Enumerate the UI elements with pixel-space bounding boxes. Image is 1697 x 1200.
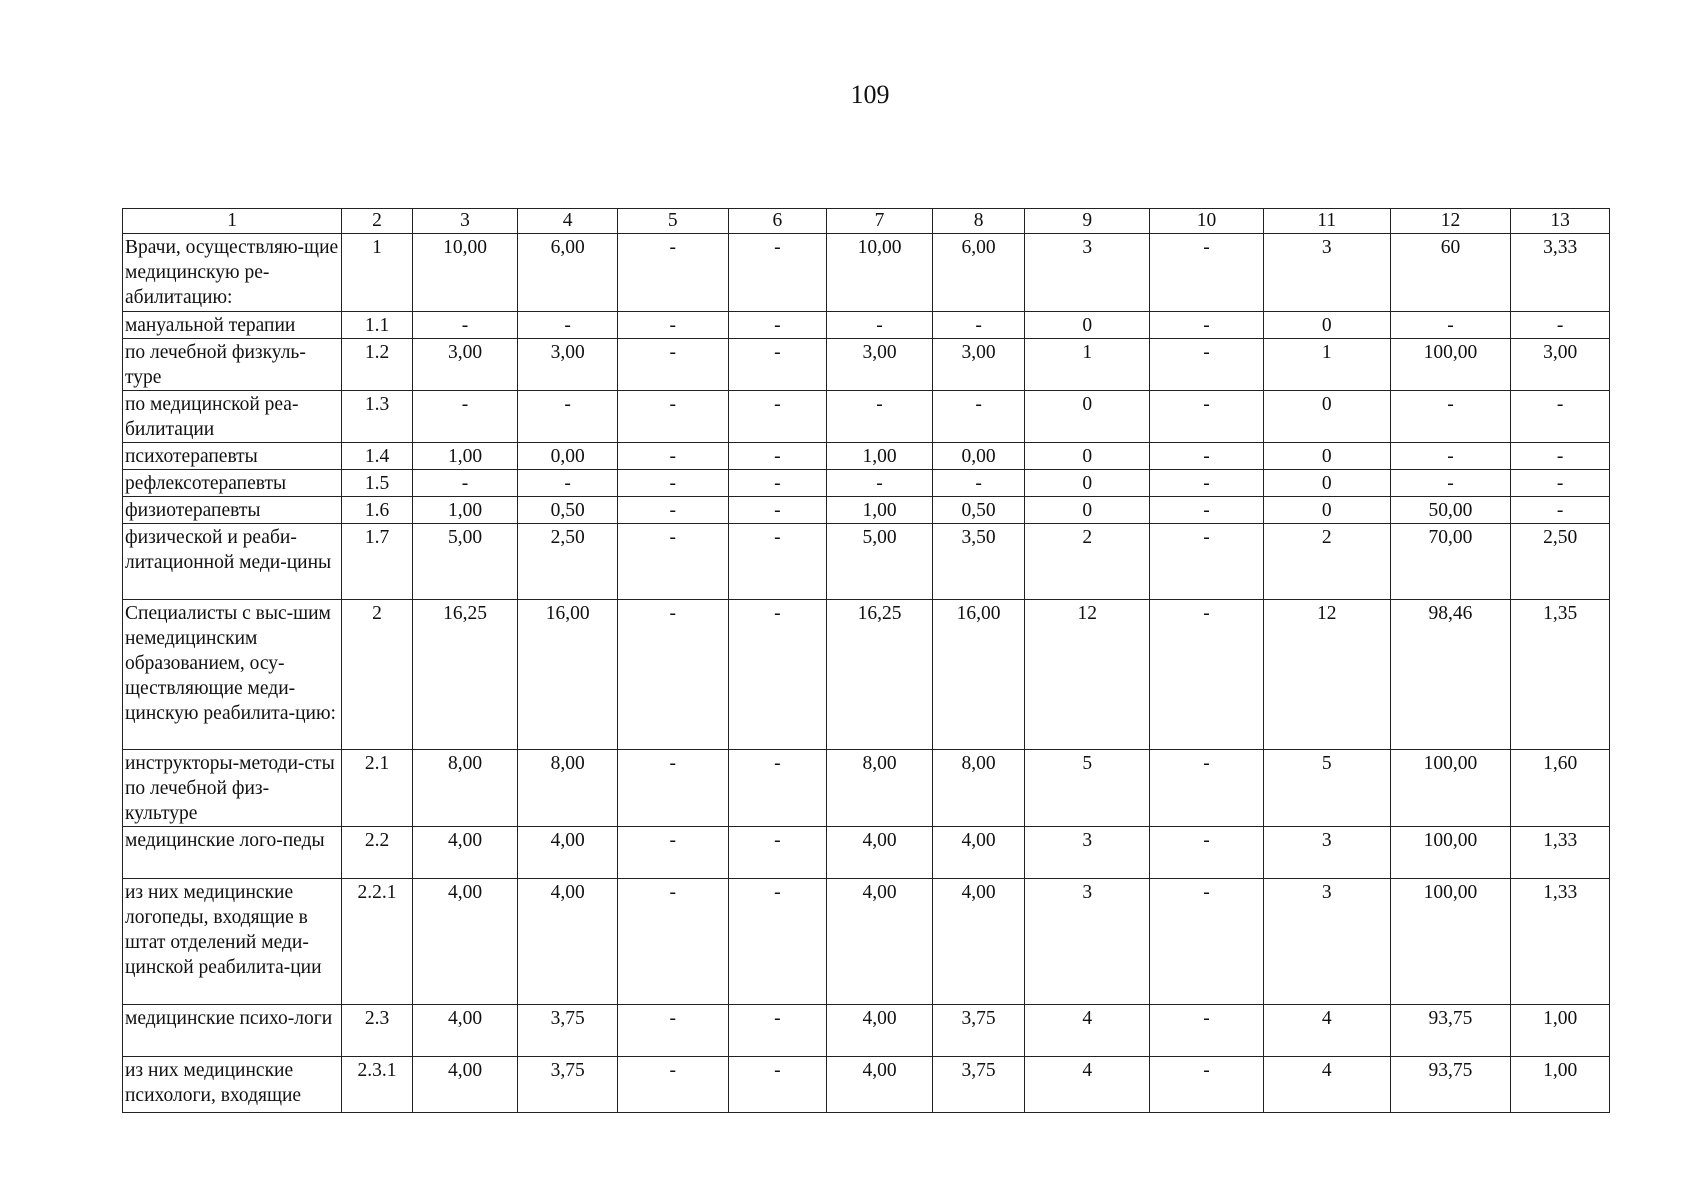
table-cell: -	[412, 391, 518, 443]
table-cell: 2	[1263, 524, 1390, 600]
table-cell: -	[617, 879, 728, 1005]
page-number: 109	[850, 80, 890, 109]
table-row	[123, 1057, 1610, 1113]
table-cell: 4,00	[412, 827, 518, 879]
table-cell: -	[728, 391, 827, 443]
table-cell: 1,00	[1511, 1057, 1610, 1113]
table-cell: -	[1150, 391, 1264, 443]
table-cell: 1	[1263, 339, 1390, 391]
table-row	[123, 524, 1610, 600]
table-cell: 5	[1263, 750, 1390, 827]
column-number-8: 8	[932, 209, 1025, 234]
row-label: медицинские лого-педы	[123, 827, 342, 879]
table-cell: 1	[1025, 339, 1150, 391]
table-cell: 8,00	[412, 750, 518, 827]
table-cell: 0	[1025, 443, 1150, 470]
table-cell: 3,33	[1511, 234, 1610, 312]
table-cell: 0	[1263, 443, 1390, 470]
table-cell: 100,00	[1390, 750, 1511, 827]
table-cell: -	[827, 312, 933, 339]
table-cell: -	[1150, 600, 1264, 750]
table-cell: 10,00	[412, 234, 518, 312]
table-cell: -	[1150, 312, 1264, 339]
table-cell: -	[412, 312, 518, 339]
table-row	[123, 879, 1610, 1005]
row-label: по медицинской реа-билитации	[123, 391, 342, 443]
table-cell: 0,00	[518, 443, 618, 470]
column-number-7: 7	[827, 209, 933, 234]
table-cell: 2	[1025, 524, 1150, 600]
table-cell: 2.1	[342, 750, 412, 827]
column-number-5: 5	[617, 209, 728, 234]
table-cell: 5,00	[827, 524, 933, 600]
table-cell: -	[412, 470, 518, 497]
table-row	[123, 470, 1610, 497]
table-cell: 4,00	[518, 827, 618, 879]
table-cell: 93,75	[1390, 1005, 1511, 1057]
table-row	[123, 750, 1610, 827]
table-cell: 4	[1025, 1005, 1150, 1057]
table-cell: 2.3	[342, 1005, 412, 1057]
table-cell: 4,00	[412, 1057, 518, 1113]
table-cell: 4,00	[827, 1005, 933, 1057]
table-cell: -	[728, 1005, 827, 1057]
table-cell: -	[518, 391, 618, 443]
table-cell: 4	[1025, 1057, 1150, 1113]
table-cell: -	[1150, 879, 1264, 1005]
table-cell: 1,33	[1511, 827, 1610, 879]
table-cell: 1.2	[342, 339, 412, 391]
column-number-2: 2	[342, 209, 412, 234]
row-label: по лечебной физкуль-туре	[123, 339, 342, 391]
table-cell: 3,00	[827, 339, 933, 391]
table-cell: 4,00	[932, 879, 1025, 1005]
table-cell: 1,00	[827, 497, 933, 524]
table-cell: -	[1150, 750, 1264, 827]
table-cell: -	[617, 497, 728, 524]
row-label: из них медицинские психологи, входящие	[123, 1057, 342, 1113]
table-cell: -	[728, 827, 827, 879]
table-cell: -	[1150, 470, 1264, 497]
table-cell: -	[827, 470, 933, 497]
table-cell: -	[617, 470, 728, 497]
table-cell: -	[617, 234, 728, 312]
table-cell: 98,46	[1390, 600, 1511, 750]
table-cell: 3	[1263, 234, 1390, 312]
table-cell: 93,75	[1390, 1057, 1511, 1113]
table-cell: 1,33	[1511, 879, 1610, 1005]
table-cell: -	[728, 339, 827, 391]
table-cell: 1.1	[342, 312, 412, 339]
table-cell: 1.4	[342, 443, 412, 470]
table-cell: 3,75	[518, 1057, 618, 1113]
table-cell: -	[728, 600, 827, 750]
row-label: Врачи, осуществляю-щие медицинскую ре-абилитацию:	[123, 234, 342, 312]
table-cell: -	[1511, 391, 1610, 443]
table-cell: -	[1390, 470, 1511, 497]
table-cell: 60	[1390, 234, 1511, 312]
table-cell: 0	[1263, 497, 1390, 524]
table-cell: -	[518, 312, 618, 339]
table-cell: 1,35	[1511, 600, 1610, 750]
table-cell: 2,50	[518, 524, 618, 600]
table-cell: 0,00	[932, 443, 1025, 470]
column-number-11: 11	[1263, 209, 1390, 234]
table-cell: -	[728, 750, 827, 827]
table-row	[123, 827, 1610, 879]
table-cell: 16,00	[932, 600, 1025, 750]
table-cell: -	[617, 312, 728, 339]
table-cell: 3	[1263, 879, 1390, 1005]
table-cell: -	[617, 1005, 728, 1057]
table-cell: 2	[342, 600, 412, 750]
table-cell: 2.2	[342, 827, 412, 879]
row-label: медицинские психо-логи	[123, 1005, 342, 1057]
column-number-4: 4	[518, 209, 618, 234]
table-cell: 4,00	[827, 827, 933, 879]
table-row	[123, 391, 1610, 443]
table-row	[123, 443, 1610, 470]
row-label: инструкторы-методи-сты по лечебной физ-культуре	[123, 750, 342, 827]
staffing-table	[122, 208, 1610, 1113]
table-row	[123, 234, 1610, 312]
table-cell: 3,00	[412, 339, 518, 391]
table-row	[123, 1005, 1610, 1057]
table-cell: 0	[1025, 391, 1150, 443]
table-row	[123, 600, 1610, 750]
table-cell: 0	[1263, 470, 1390, 497]
table-cell: 6,00	[518, 234, 618, 312]
table-cell: -	[1150, 497, 1264, 524]
table-cell: 4,00	[518, 879, 618, 1005]
table-cell: -	[1390, 443, 1511, 470]
table-cell: -	[1150, 827, 1264, 879]
table-cell: 1,60	[1511, 750, 1610, 827]
row-label: рефлексотерапевты	[123, 470, 342, 497]
table-cell: -	[728, 470, 827, 497]
column-number-1: 1	[123, 209, 342, 234]
column-number-10: 10	[1150, 209, 1264, 234]
table-cell: 0,50	[932, 497, 1025, 524]
table-cell: -	[728, 879, 827, 1005]
table-cell: 10,00	[827, 234, 933, 312]
table-cell: 100,00	[1390, 339, 1511, 391]
table-cell: -	[617, 827, 728, 879]
row-label: психотерапевты	[123, 443, 342, 470]
table-cell: 1.5	[342, 470, 412, 497]
table-cell: -	[1150, 339, 1264, 391]
table-cell: -	[1390, 312, 1511, 339]
table-cell: 50,00	[1390, 497, 1511, 524]
table-cell: -	[728, 524, 827, 600]
table-cell: -	[827, 391, 933, 443]
table-cell: 4,00	[827, 1057, 933, 1113]
table-cell: -	[617, 443, 728, 470]
table-cell: 1,00	[412, 443, 518, 470]
column-number-9: 9	[1025, 209, 1150, 234]
table-cell: -	[1511, 470, 1610, 497]
table-cell: -	[932, 312, 1025, 339]
table-cell: 3,75	[932, 1057, 1025, 1113]
table-cell: 6,00	[932, 234, 1025, 312]
table-cell: 0,50	[518, 497, 618, 524]
table-cell: -	[617, 600, 728, 750]
table-cell: -	[1150, 1005, 1264, 1057]
table-cell: -	[728, 497, 827, 524]
table-cell: 3	[1025, 827, 1150, 879]
table-cell: -	[1511, 443, 1610, 470]
table-cell: 4,00	[827, 879, 933, 1005]
table-row	[123, 497, 1610, 524]
table-cell: 4	[1263, 1005, 1390, 1057]
table-cell: -	[1150, 443, 1264, 470]
table-cell: 1,00	[827, 443, 933, 470]
table-cell: -	[617, 524, 728, 600]
table-cell: 4	[1263, 1057, 1390, 1113]
table-cell: -	[932, 391, 1025, 443]
table-cell: 1.6	[342, 497, 412, 524]
table-cell: 3,75	[518, 1005, 618, 1057]
table-cell: 1.7	[342, 524, 412, 600]
table-cell: 3,75	[932, 1005, 1025, 1057]
table-cell: 8,00	[827, 750, 933, 827]
table-cell: 4,00	[932, 827, 1025, 879]
column-number-6: 6	[728, 209, 827, 234]
table-cell: -	[1390, 391, 1511, 443]
table-cell: 12	[1025, 600, 1150, 750]
table-cell: 8,00	[932, 750, 1025, 827]
table-cell: 16,00	[518, 600, 618, 750]
table-cell: 3	[1025, 879, 1150, 1005]
table-cell: 1.3	[342, 391, 412, 443]
table-cell: -	[518, 470, 618, 497]
table-cell: -	[617, 391, 728, 443]
table-cell: 3,50	[932, 524, 1025, 600]
table-row	[123, 312, 1610, 339]
table-cell: 2,50	[1511, 524, 1610, 600]
table-cell: 3	[1025, 234, 1150, 312]
table-cell: 1	[342, 234, 412, 312]
table-cell: 2.2.1	[342, 879, 412, 1005]
column-number-13: 13	[1511, 209, 1610, 234]
table-cell: 0	[1263, 312, 1390, 339]
table-cell: 0	[1263, 391, 1390, 443]
table-cell: -	[728, 1057, 827, 1113]
table-cell: 100,00	[1390, 879, 1511, 1005]
table-cell: 3	[1263, 827, 1390, 879]
table-cell: 2.3.1	[342, 1057, 412, 1113]
table-cell: -	[1511, 312, 1610, 339]
table-cell: -	[932, 470, 1025, 497]
table-cell: 8,00	[518, 750, 618, 827]
table-cell: 3,00	[1511, 339, 1610, 391]
table-cell: 3,00	[518, 339, 618, 391]
table-cell: 1,00	[412, 497, 518, 524]
table-cell: 100,00	[1390, 827, 1511, 879]
column-number-3: 3	[412, 209, 518, 234]
table-cell: 70,00	[1390, 524, 1511, 600]
table-cell: -	[1150, 234, 1264, 312]
table-cell: 0	[1025, 470, 1150, 497]
row-label: физической и реаби-литационной меди-цины	[123, 524, 342, 600]
table-cell: 0	[1025, 312, 1150, 339]
table-cell: 12	[1263, 600, 1390, 750]
table-cell: -	[1150, 1057, 1264, 1113]
row-label: физиотерапевты	[123, 497, 342, 524]
table-cell: -	[1150, 524, 1264, 600]
table-cell: 5,00	[412, 524, 518, 600]
table-cell: -	[728, 443, 827, 470]
table-cell: -	[617, 1057, 728, 1113]
table-cell: -	[728, 312, 827, 339]
column-number-row	[123, 209, 1610, 234]
table-cell: -	[617, 339, 728, 391]
table-cell: -	[617, 750, 728, 827]
table-cell: -	[1511, 497, 1610, 524]
column-number-12: 12	[1390, 209, 1511, 234]
table-row	[123, 339, 1610, 391]
table-cell: 5	[1025, 750, 1150, 827]
table-cell: -	[728, 234, 827, 312]
row-label: из них медицинские логопеды, входящие в штат отделений меди-цинской реабилита-ции	[123, 879, 342, 1005]
row-label: Специалисты с выс-шим немедицинским образованием, осу-ществляющие меди-цинскую реабилита-цию:	[123, 600, 342, 750]
table-cell: 4,00	[412, 1005, 518, 1057]
table-cell: 1,00	[1511, 1005, 1610, 1057]
table-cell: 3,00	[932, 339, 1025, 391]
table-cell: 16,25	[827, 600, 933, 750]
row-label: мануальной терапии	[123, 312, 342, 339]
table-cell: 0	[1025, 497, 1150, 524]
table-cell: 4,00	[412, 879, 518, 1005]
table-cell: 16,25	[412, 600, 518, 750]
